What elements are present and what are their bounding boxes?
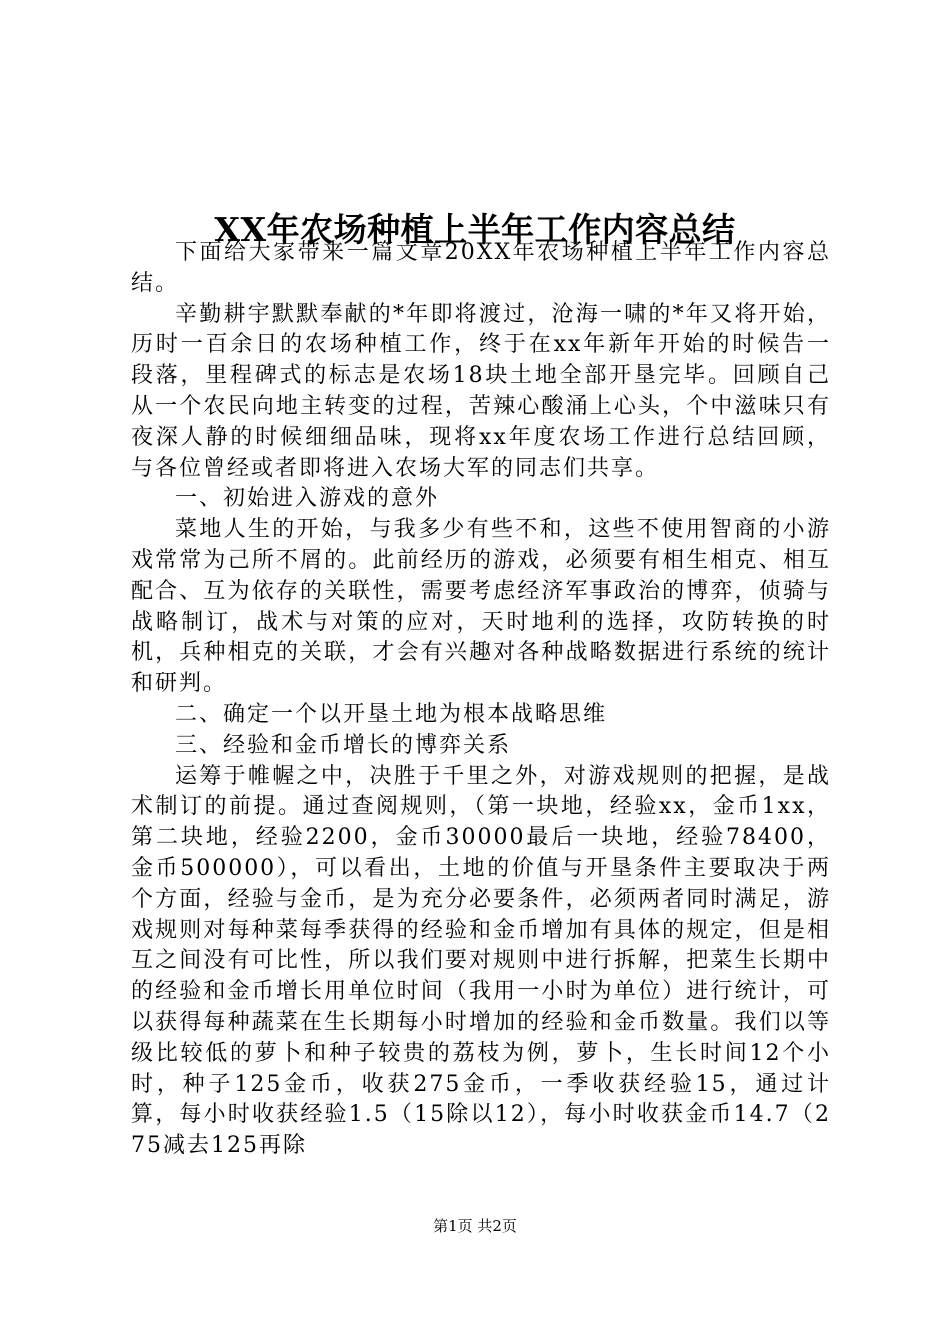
section-heading-3: 三、经验和金币增长的博弈关系 bbox=[175, 732, 512, 758]
body-paragraph: 运筹于帷幄之中，决胜于千里之外，对游戏规则的把握，是战术制订的前提。通过查阅规则，（第一块地，经验xx，金币1xx，第二块地，经验2200，金币30000最后一块地，经验78400，金币500000），可以看出，土地的价值与开垦条件主要取决于两个方面，经验与金币，是为充分必要条件，必须两者同时满足，游戏规则对每种菜每季获得的经验和金币增加有具体的规定，但是相互之间没有可比性，所以我们要对规则中进行拆解，把菜生长期中的经验和金币增长用单位时间（我用一小时为单位）进行统计，可以获得每种蔬菜在生长期每小时增加的经验和金币数量。我们以等级比较低的萝卜和种子较贵的荔枝为例，萝卜，生长时间12个小时，种子125金币，收获275金币，一季收获经验15，通过计算，每小时收获经验1.5（15除以12），每小时收获金币14.7（275减去125再除 bbox=[131, 763, 831, 1159]
body-paragraph: 辛勤耕宇默默奉献的*年即将渡过，沧海一啸的*年又将开始，历时一百余日的农场种植工作，终于在xx年新年开始的时候告一段落，里程碑式的标志是农场18块土地全部开垦完毕。回顾自己从一个农民向地主转变的过程，苦辣心酸涌上心头，个中滋味只有夜深人静的时候细细品味，现将xx年度农场工作进行总结回顾，与各位曾经或者即将进入农场大军的同志们共享。 bbox=[131, 301, 831, 481]
section-heading-1: 一、初始进入游戏的意外 bbox=[175, 486, 440, 512]
section-heading-2: 二、确定一个以开垦土地为根本战略思维 bbox=[175, 701, 608, 727]
intro-paragraph: 下面给大家带来一篇文章20XX年农场种植上半年工作内容总结。 bbox=[131, 240, 831, 296]
document-body bbox=[131, 238, 831, 1162]
body-paragraph: 菜地人生的开始，与我多少有些不和，这些不使用智商的小游戏常常为己所不屑的。此前经历的游戏，必须要有相生相克、相互配合、互为依存的关联性，需要考虑经济军事政治的博弈，侦骑与战略制订，战术与对策的应对，天时地利的选择，攻防转换的时机，兵种相克的关联，才会有兴趣对各种战略数据进行系统的统计和研判。 bbox=[131, 517, 831, 697]
page-number-footer: 第1页 共2页 bbox=[433, 1217, 517, 1235]
document-title: XX年农场种植上半年工作内容总结 bbox=[214, 210, 736, 250]
